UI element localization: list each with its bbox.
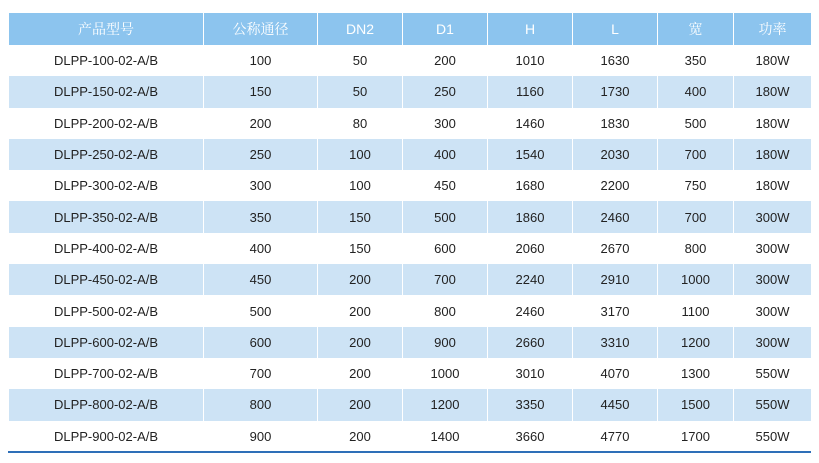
- cell-d1: 400: [403, 139, 488, 170]
- cell-nominal-diameter: 250: [204, 139, 318, 170]
- cell-h: 1460: [488, 108, 573, 139]
- cell-nominal-diameter: 300: [204, 170, 318, 201]
- cell-d1: 300: [403, 108, 488, 139]
- cell-dn2: 150: [318, 201, 403, 232]
- cell-dn2: 50: [318, 45, 403, 76]
- header-dn2: DN2: [318, 13, 403, 45]
- table-row: [9, 139, 812, 170]
- cell-power: 550W: [734, 358, 812, 389]
- cell-h: 3010: [488, 358, 573, 389]
- cell-nominal-diameter: 900: [204, 421, 318, 452]
- cell-l: 4070: [573, 358, 658, 389]
- cell-model: DLPP-150-02-A/B: [9, 76, 204, 107]
- header-power: 功率: [734, 13, 812, 45]
- cell-l: 1730: [573, 76, 658, 107]
- cell-power: 300W: [734, 264, 812, 295]
- cell-d1: 250: [403, 76, 488, 107]
- cell-width: 350: [658, 45, 734, 76]
- cell-model: DLPP-300-02-A/B: [9, 170, 204, 201]
- table-row: [9, 170, 812, 201]
- table-row: [9, 108, 812, 139]
- cell-d1: 1200: [403, 389, 488, 420]
- cell-l: 2030: [573, 139, 658, 170]
- cell-model: DLPP-700-02-A/B: [9, 358, 204, 389]
- cell-d1: 800: [403, 295, 488, 326]
- cell-h: 1010: [488, 45, 573, 76]
- cell-power: 300W: [734, 201, 812, 232]
- cell-model: DLPP-400-02-A/B: [9, 233, 204, 264]
- cell-d1: 600: [403, 233, 488, 264]
- cell-dn2: 50: [318, 76, 403, 107]
- cell-l: 4770: [573, 421, 658, 452]
- cell-width: 1500: [658, 389, 734, 420]
- cell-l: 2910: [573, 264, 658, 295]
- cell-nominal-diameter: 450: [204, 264, 318, 295]
- cell-l: 1630: [573, 45, 658, 76]
- cell-nominal-diameter: 700: [204, 358, 318, 389]
- table-row: [9, 389, 812, 420]
- cell-l: 4450: [573, 389, 658, 420]
- cell-model: DLPP-450-02-A/B: [9, 264, 204, 295]
- cell-l: 1830: [573, 108, 658, 139]
- cell-width: 1200: [658, 327, 734, 358]
- cell-d1: 900: [403, 327, 488, 358]
- cell-nominal-diameter: 350: [204, 201, 318, 232]
- cell-dn2: 200: [318, 389, 403, 420]
- cell-width: 1000: [658, 264, 734, 295]
- header-model: 产品型号: [9, 13, 204, 45]
- cell-nominal-diameter: 100: [204, 45, 318, 76]
- cell-dn2: 200: [318, 264, 403, 295]
- header-width: 宽: [658, 13, 734, 45]
- cell-h: 1680: [488, 170, 573, 201]
- cell-h: 2660: [488, 327, 573, 358]
- cell-model: DLPP-200-02-A/B: [9, 108, 204, 139]
- cell-h: 2060: [488, 233, 573, 264]
- cell-model: DLPP-800-02-A/B: [9, 389, 204, 420]
- cell-d1: 1400: [403, 421, 488, 452]
- spec-table-container: [8, 13, 811, 452]
- spec-table: [8, 13, 812, 452]
- table-row: [9, 233, 812, 264]
- header-l: L: [573, 13, 658, 45]
- cell-power: 180W: [734, 76, 812, 107]
- cell-power: 180W: [734, 45, 812, 76]
- table-row: [9, 358, 812, 389]
- cell-h: 3350: [488, 389, 573, 420]
- cell-dn2: 150: [318, 233, 403, 264]
- cell-power: 180W: [734, 108, 812, 139]
- cell-d1: 200: [403, 45, 488, 76]
- cell-nominal-diameter: 150: [204, 76, 318, 107]
- header-d1: D1: [403, 13, 488, 45]
- cell-model: DLPP-900-02-A/B: [9, 421, 204, 452]
- cell-h: 2460: [488, 295, 573, 326]
- cell-power: 300W: [734, 295, 812, 326]
- cell-model: DLPP-250-02-A/B: [9, 139, 204, 170]
- table-row: [9, 76, 812, 107]
- header-h: H: [488, 13, 573, 45]
- cell-width: 750: [658, 170, 734, 201]
- cell-power: 550W: [734, 389, 812, 420]
- table-row: [9, 295, 812, 326]
- table-row: [9, 201, 812, 232]
- cell-dn2: 200: [318, 327, 403, 358]
- cell-model: DLPP-100-02-A/B: [9, 45, 204, 76]
- cell-width: 500: [658, 108, 734, 139]
- cell-h: 1860: [488, 201, 573, 232]
- cell-nominal-diameter: 500: [204, 295, 318, 326]
- cell-dn2: 200: [318, 295, 403, 326]
- cell-nominal-diameter: 400: [204, 233, 318, 264]
- cell-l: 3170: [573, 295, 658, 326]
- table-row: [9, 421, 812, 452]
- cell-width: 1100: [658, 295, 734, 326]
- cell-dn2: 80: [318, 108, 403, 139]
- cell-power: 180W: [734, 170, 812, 201]
- cell-width: 1300: [658, 358, 734, 389]
- table-row: [9, 264, 812, 295]
- cell-dn2: 200: [318, 421, 403, 452]
- cell-width: 400: [658, 76, 734, 107]
- cell-power: 300W: [734, 327, 812, 358]
- cell-h: 2240: [488, 264, 573, 295]
- cell-h: 1540: [488, 139, 573, 170]
- cell-nominal-diameter: 800: [204, 389, 318, 420]
- cell-d1: 700: [403, 264, 488, 295]
- cell-l: 2200: [573, 170, 658, 201]
- cell-l: 3310: [573, 327, 658, 358]
- cell-d1: 450: [403, 170, 488, 201]
- table-body: [9, 45, 812, 452]
- cell-d1: 1000: [403, 358, 488, 389]
- cell-power: 550W: [734, 421, 812, 452]
- table-row: [9, 45, 812, 76]
- header-nominal-diameter: 公称通径: [204, 13, 318, 45]
- cell-power: 180W: [734, 139, 812, 170]
- bottom-rule: [8, 451, 811, 453]
- cell-width: 700: [658, 201, 734, 232]
- cell-dn2: 200: [318, 358, 403, 389]
- cell-d1: 500: [403, 201, 488, 232]
- cell-l: 2460: [573, 201, 658, 232]
- cell-h: 3660: [488, 421, 573, 452]
- cell-h: 1160: [488, 76, 573, 107]
- table-row: [9, 327, 812, 358]
- cell-model: DLPP-350-02-A/B: [9, 201, 204, 232]
- cell-dn2: 100: [318, 139, 403, 170]
- cell-nominal-diameter: 200: [204, 108, 318, 139]
- cell-width: 800: [658, 233, 734, 264]
- cell-l: 2670: [573, 233, 658, 264]
- cell-width: 1700: [658, 421, 734, 452]
- cell-model: DLPP-600-02-A/B: [9, 327, 204, 358]
- cell-dn2: 100: [318, 170, 403, 201]
- cell-nominal-diameter: 600: [204, 327, 318, 358]
- cell-width: 700: [658, 139, 734, 170]
- cell-power: 300W: [734, 233, 812, 264]
- cell-model: DLPP-500-02-A/B: [9, 295, 204, 326]
- header-row: [9, 13, 812, 45]
